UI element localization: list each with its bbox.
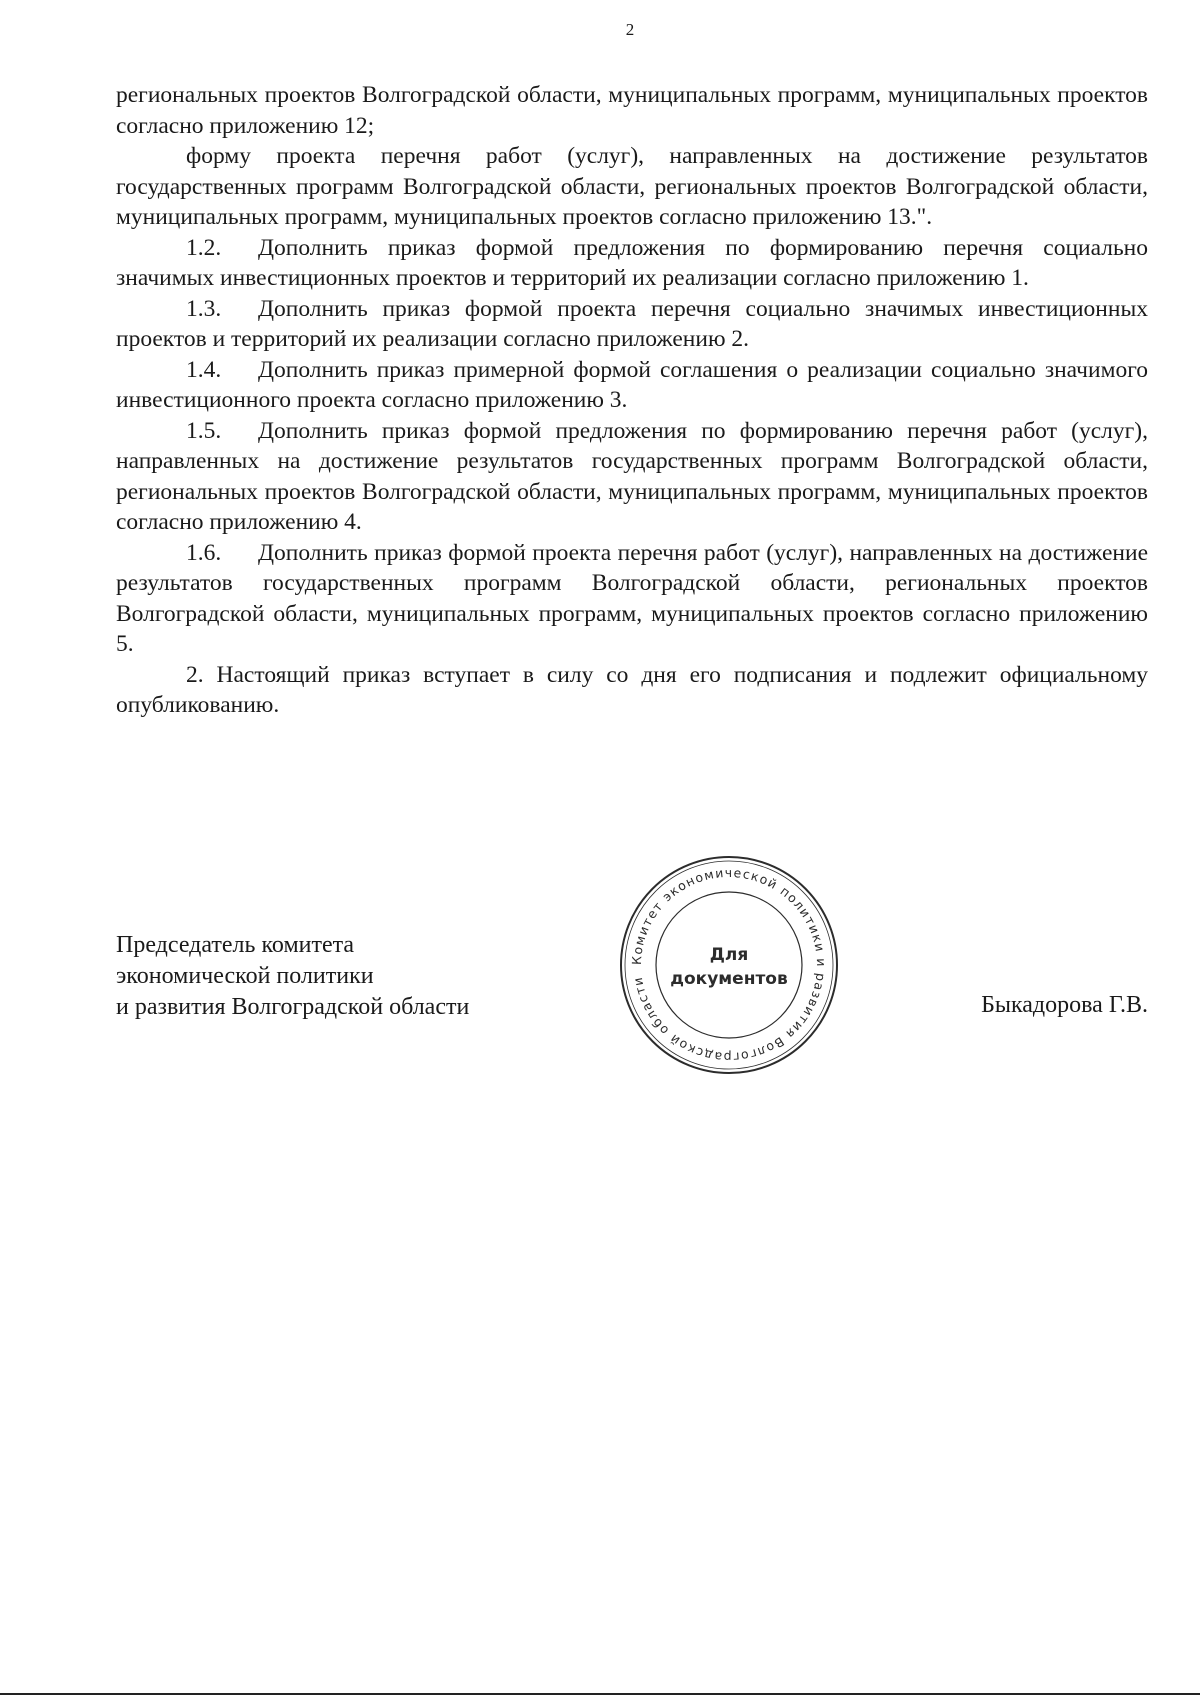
clause-number: 1.5. <box>186 417 222 444</box>
paragraph <box>116 141 1148 233</box>
paragraph-text: Дополнить приказ формой предложения по формированию перечня социально значимых инвестиционных проектов и территорий их реализации согласно приложению 1. <box>116 234 1148 291</box>
paragraph <box>116 294 1148 355</box>
signatory-title-line: и развития Волгоградской области <box>116 994 470 1020</box>
stamp-inner-ring <box>656 892 802 1038</box>
stamp-outer-ring <box>621 857 837 1073</box>
document-body <box>116 80 1148 721</box>
paragraph <box>116 416 1148 538</box>
paragraph <box>116 355 1148 416</box>
clause-number: 1.3. <box>186 295 222 322</box>
paragraph-text: Дополнить приказ формой проекта перечня работ (услуг), направленных на достижение результатов государственных программ Волгоградской области, региональных проектов Волгоградской области, муниципальных программ, муниципальных проектов согласно приложению 5. <box>116 539 1148 657</box>
signer-name: Быкадорова Г.В. <box>981 992 1148 1018</box>
paragraph-text: Дополнить приказ примерной формой соглашения о реализации социально значимого инвестиционного проекта согласно приложению 3. <box>116 356 1148 413</box>
scan-edge-line <box>0 1693 1200 1695</box>
stamp-center-line-2: документов <box>670 969 788 989</box>
paragraph <box>116 660 1148 721</box>
signatory-title-line: Председатель комитета <box>116 932 355 958</box>
paragraph <box>116 80 1148 141</box>
paragraph-text: форму проекта перечня работ (услуг), направленных на достижение результатов государственных программ Волгоградской области, региональных проектов Волгоградской области, муниципальных программ, муниципальных проектов согласно приложению 13.". <box>116 143 1148 230</box>
stamp-center-line-1: Для <box>709 945 749 965</box>
clause-number: 1.6. <box>186 539 222 566</box>
clause-number: 1.2. <box>186 234 222 261</box>
paragraph-text: 2. Настоящий приказ вступает в силу со дня его подписания и подлежит официальному опубликованию. <box>116 661 1148 718</box>
paragraph-text: Дополнить приказ формой предложения по формированию перечня работ (услуг), направленных на достижение результатов государственных программ Волгоградской области, региональных проектов Волгоградской области, муниципальных программ, муниципальных проектов согласно приложению 4. <box>116 417 1148 535</box>
paragraph <box>116 538 1148 660</box>
clause-number: 1.4. <box>186 356 222 383</box>
signatory-title <box>116 930 469 1023</box>
stamp-ring-text: Комитет экономической политики и развития Волгоградской области <box>628 864 830 1066</box>
signatory-title-line: экономической политики <box>116 963 374 989</box>
page-number: 2 <box>625 20 635 39</box>
paragraph-text: региональных проектов Волгоградской области, муниципальных программ, муниципальных проектов согласно приложению 12; <box>116 82 1148 139</box>
official-stamp <box>614 850 844 1080</box>
paragraph-text: Дополнить приказ формой проекта перечня социально значимых инвестиционных проектов и территорий их реализации согласно приложению 2. <box>116 295 1148 352</box>
paragraph <box>116 233 1148 294</box>
